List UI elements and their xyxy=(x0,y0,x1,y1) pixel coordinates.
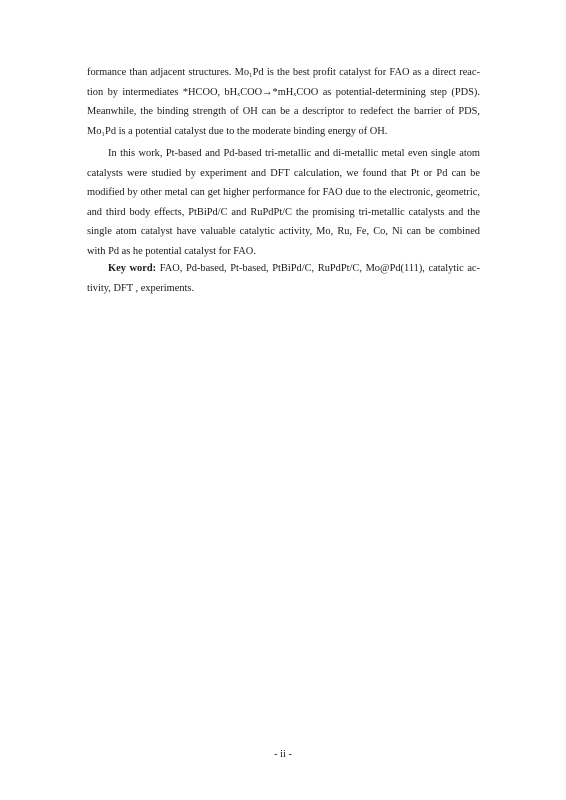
text-line: with Pd as he potential catalyst for FAO. xyxy=(87,245,256,257)
text-line: Meanwhile, the binding strength of OH can be a descriptor to redefect the barrier of PDS, xyxy=(87,106,480,118)
text-line: tion by intermediates *HCOO, bHₓCOO→*mHₓCOO as potential-determining step (PDS). xyxy=(87,86,480,98)
keywords-label: Key word: xyxy=(108,263,157,274)
keywords-list: FAO, Pd-based, Pt-based, PtBiPd/C, RuPdPt/C, Mo@Pd(111), catalytic ac- xyxy=(156,263,481,274)
text-line: modified by other metal can get higher performance for FAO due to the electronic, geometric, xyxy=(87,187,480,199)
text-line: In this work, Pt-based and Pd-based tri-metallic and di-metallic metal even single atom xyxy=(108,148,480,159)
keywords-section xyxy=(87,259,480,298)
abstract-paragraph-continued xyxy=(87,63,480,141)
page-number: - ii - xyxy=(274,749,292,760)
text-line: Mo₁Pd is a potential catalyst due to the moderate binding energy of OH. xyxy=(87,125,388,137)
text-line: and third body effects, PtBiPd/C and RuPdPt/C the promising tri-metallic catalysts and the xyxy=(87,206,480,218)
text-line: single atom catalyst have valuable catalytic activity, Mo, Ru, Fe, Co, Ni can be combined xyxy=(87,226,480,238)
text-line: formance than adjacent structures. Mo₁Pd is the best profit catalyst for FAO as a direct reac- xyxy=(87,67,480,78)
text-line: catalysts were studied by experiment and DFT calculation, we found that Pt or Pd can be xyxy=(87,167,480,179)
keywords-line: tivity, DFT , experiments. xyxy=(87,282,195,294)
abstract-paragraph-summary xyxy=(87,144,480,262)
keywords-line xyxy=(87,259,480,279)
